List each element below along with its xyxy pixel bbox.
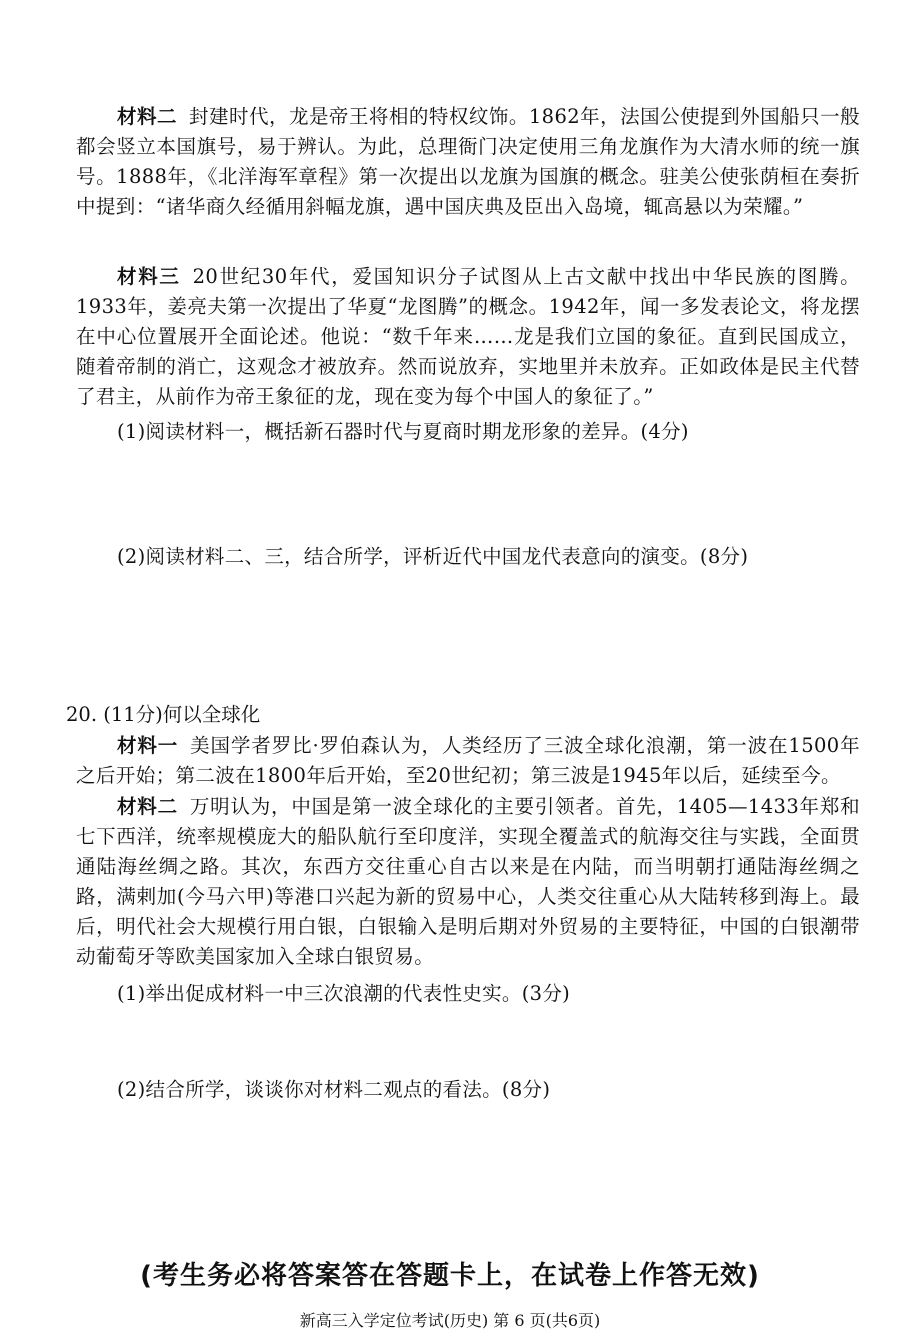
material-text: 封建时代，龙是帝王将相的特权纹饰。1862年，法国公使提到外国船只一般都会竖立本国旗号，易于辨认。为此，总理衙门决定使用三角龙旗作为大清水师的统一旗号。1888年，《北洋海军章程》第一次提出以龙旗为国旗的概念。驻美公使张荫桓在奏折中提到：“诸华商久经循用斜幅龙旗，遇中国庆典及臣出入岛境，辄高悬以为荣耀。” [76, 105, 860, 218]
material-text: 20世纪30年代，爱国知识分子试图从上古文献中找出中华民族的图腾。1933年，姜亮夫第一次提出了华夏“龙图腾”的概念。1942年，闻一多发表论文，将龙摆在中心位置展开全面论述。他说：“数千年来……龙是我们立国的象征。直到民国成立，随着帝制的消亡，这观念才被放弃。然而说放弃，实地里并未放弃。正如政体是民主代替了君主，从前作为帝王象征的龙，现在变为每个中国人的象征了。” [76, 265, 860, 408]
material-label: 材料二 [117, 105, 177, 128]
material-text: 美国学者罗比·罗伯森认为，人类经历了三波全球化浪潮，第一波在1500年之后开始；第二波在1800年后开始，至20世纪初；第三波是1945年以后，延续至今。 [76, 734, 860, 787]
answer-notice: (考生务必将答案答在答题卡上，在试卷上作答无效) [140, 1261, 760, 1291]
q19-material-2 [76, 102, 860, 222]
material-label: 材料三 [117, 265, 181, 288]
q19-subquestion-1: (1)阅读材料一，概括新石器时代与夏商时期龙形象的差异。(4分) [117, 420, 689, 443]
page-footer: 新高三入学定位考试(历史) 第 6 页(共6页) [299, 1311, 601, 1330]
material-label: 材料一 [117, 734, 179, 757]
material-text: 万明认为，中国是第一波全球化的主要引领者。首先，1405—1433年郑和七下西洋，统率规模庞大的船队航行至印度洋，实现全覆盖式的航海交往与实践，全面贯通陆海丝绸之路。其次，东西方交往重心自古以来是在内陆，而当明朝打通陆海丝绸之路，满剌加(今马六甲)等港口兴起为新的贸易中心，人类交往重心从大陆转移到海上。最后，明代社会大规模行用白银，白银输入是明后期对外贸易的主要特征，中国的白银潮带动葡萄牙等欧美国家加入全球白银贸易。 [76, 795, 861, 968]
q20-material-2 [76, 792, 860, 972]
q19-material-3 [76, 262, 860, 412]
q20-heading: 20. (11分)何以全球化 [66, 703, 261, 726]
q19-subquestion-2: (2)阅读材料二、三，结合所学，评析近代中国龙代表意向的演变。(8分) [117, 545, 749, 568]
material-label: 材料二 [117, 795, 178, 818]
q20-material-1 [76, 731, 860, 791]
q20-subquestion-1: (1)举出促成材料一中三次浪潮的代表性史实。(3分) [117, 982, 571, 1005]
q20-subquestion-2: (2)结合所学，谈谈你对材料二观点的看法。(8分) [117, 1078, 551, 1101]
